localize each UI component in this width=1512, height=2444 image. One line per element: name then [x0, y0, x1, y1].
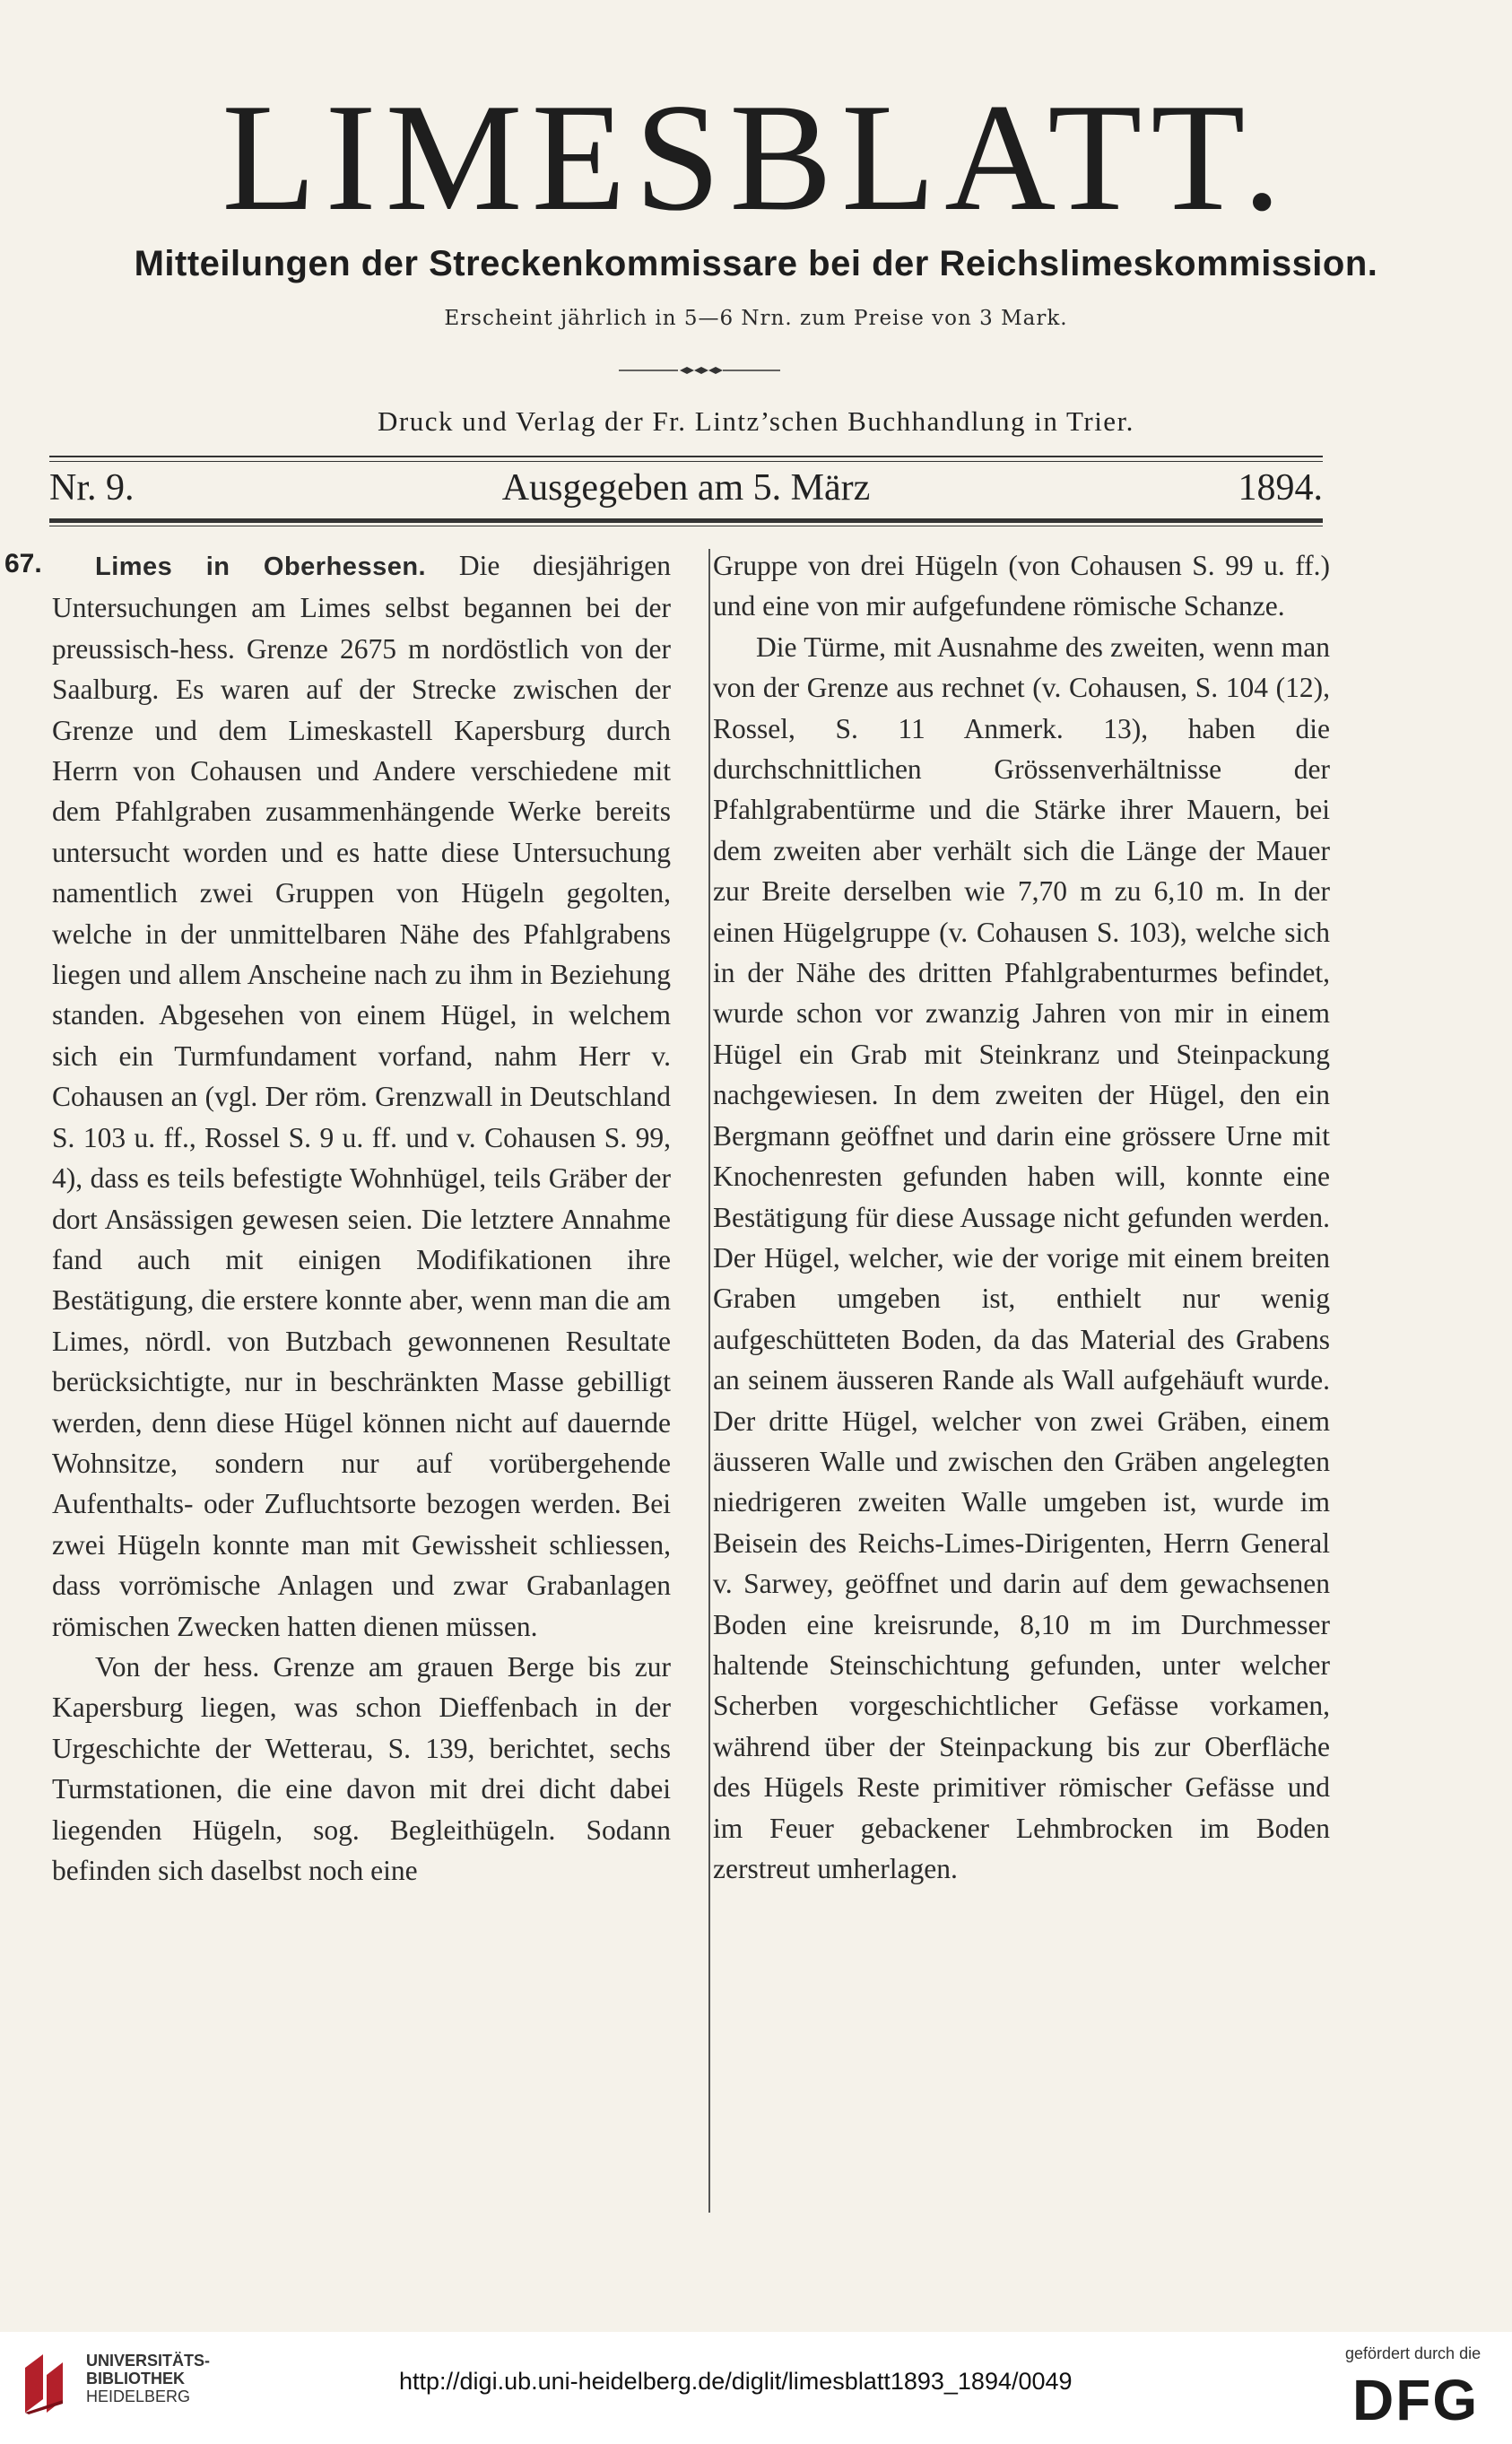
library-name-line: HEIDELBERG — [86, 2387, 191, 2405]
left-column — [52, 545, 671, 1891]
rule-bottom-thick — [49, 518, 1323, 523]
digitization-footer — [0, 2332, 1512, 2444]
column-separator — [708, 549, 710, 2213]
funding-caption: gefördert durch die — [1345, 2344, 1482, 2362]
ornament-divider — [619, 366, 780, 375]
rule-top-thin — [49, 461, 1323, 462]
masthead-title: LIMESBLATT. — [222, 73, 1290, 243]
library-name-line: BIBLIOTHEK — [86, 2370, 185, 2387]
right-column — [713, 545, 1330, 1889]
publisher-line: Druck und Verlag der Fr. Lintz’schen Buchhandlung in Trier. — [378, 405, 1134, 437]
paragraph: Die Türme, mit Ausnahme des zweiten, wenn man von der Grenze aus rechnet (v. Cohausen, S. 104 (12), Rossel, S. 11 Anmerk. 13), haben die durchschnittlichen Grössenverhältnisse der Pfahlgrabentürme und die Stärke ihrer Mauern, bei dem zweiten aber verhält sich die Länge der Mauer zur Breite derselben wie 7,70 m zu 6,10 m. In der einen Hügelgruppe (v. Cohausen S. 103), welche sich in der Nähe des dritten Pfahlgrabenturmes befindet, wurde schon vor zwanzig Jahren von mir in einem Hügel ein Grab mit Steinkranz und Steinpackung nachgewiesen. In dem zweiten der Hügel, den ein Bergmann geöffnet und darin eine grössere Urne mit Knochenresten gefunden haben will, konnte eine Bestätigung für diese Aussage nicht gefunden werden. Der Hügel, welcher, wie der vorige mit einem breiten Graben umgeben ist, enthielt nur wenig aufgeschütteten Boden, da das Material des Grabens an seinem äusseren Rande als Wall aufgehäuft wurde. Der dritte Hügel, welcher von zwei Gräben, einem äusseren Walle und zwischen den Gräben angelegten niedrigeren zweiten Walle umgeben ist, wurde im Beisein des Reichs-Limes-Dirigenten, Herrn General v. Sarwey, geöffnet und darin auf dem gewachsenen Boden eine kreisrunde, 8,10 m im Durchmesser haltende Steinschichtung gefunden, unter welcher Scherben vorgeschichtlicher Gefässe vorkamen, während über der Steinpackung bis zur Oberfläche des Hügels Reste primitiver römischer Gefässe und im Feuer gebackener Lehmbrocken im Boden zerstreut umherlagen. — [713, 631, 1330, 1884]
rule-top — [49, 456, 1323, 457]
source-url-link[interactable]: http://digi.ub.uni-heidelberg.de/diglit/limesblatt1893_1894/0049 — [399, 2368, 1073, 2395]
paragraph — [52, 545, 671, 1647]
paragraph: Von der hess. Grenze am grauen Berge bis zur Kapersburg liegen, was schon Dieffenbach in der Urgeschichte der Wetterau, S. 139, berichtet, sechs Turmstationen, die eine davon mit drei dicht dabei liegenden Hügeln, sog. Begleithügeln. Sodann befinden sich daselbst noch eine — [52, 1650, 671, 1886]
paragraph: Gruppe von drei Hügeln (von Cohausen S. 99 u. ff.) und eine von mir aufgefundene römische Schanze. — [713, 550, 1330, 622]
issue-year: 1894. — [1238, 467, 1323, 509]
university-library-logo-icon — [16, 2350, 79, 2417]
article-number: 67. — [4, 549, 42, 578]
issue-number: Nr. 9. — [49, 467, 135, 509]
library-name — [86, 2352, 210, 2405]
masthead-subtitle: Mitteilungen der Streckenkommissare bei der Reichslimeskommission. — [134, 244, 1378, 283]
paragraph-text: Die diesjährigen Untersuchungen am Limes selbst begannen bei der preussisch-hess. Grenze 2675 m nordöstlich von der Saalburg. Es waren auf der Strecke zwischen der Grenze und dem Limeskastell Kapersburg durch Herrn von Cohausen und Andere verschiedene mit dem Pfahlgraben zusammenhängende Werke bereits untersucht worden und es hatte diese Untersuchung namentlich zwei Gruppen von Hügeln gegolten, welche in der unmittelbaren Nähe des Pfahlgrabens liegen und allem Anscheine nach zu ihm in Beziehung standen. Abgesehen von einem Hügel, in welchem sich ein Turmfundament vorfand, nahm Herr v. Cohausen an (vgl. Der röm. Grenzwall in Deutschland S. 103 u. ff., Rossel S. 9 u. ff. und v. Cohausen S. 99, 4), dass es teils befestigte Wohnhügel, teils Gräber der dort Ansässigen gewesen seien. Die letztere Annahme fand auch mit einigen Modifikationen ihre Bestätigung, die erstere konnte aber, wenn man die am Limes, nördl. von Butzbach gewonnenen Resultate berücksichtigte, nur in beschränkten Masse gebilligt werden, denn diese Hügel können nicht auf dauernde Wohnsitze, sondern nur auf vorübergehende Aufenthalts- oder Zufluchtsorte bezogen werden. Bei zwei Hügeln konnte man mit Gewissheit schliessen, dass vorrömische Anlagen und zwar Grabanlagen römischen Zwecken hatten dienen müssen. — [52, 550, 672, 1642]
issue-note: Erscheint jährlich in 5—6 Nrn. zum Preise von 3 Mark. — [444, 307, 1068, 330]
library-name-line: UNIVERSITÄTS- — [86, 2352, 211, 2370]
article-heading: Limes in Oberhessen. — [95, 552, 427, 581]
dfg-logo: DFG — [1352, 2368, 1480, 2432]
dateline — [49, 466, 1323, 517]
issue-date: Ausgegeben am 5. März — [501, 467, 871, 509]
